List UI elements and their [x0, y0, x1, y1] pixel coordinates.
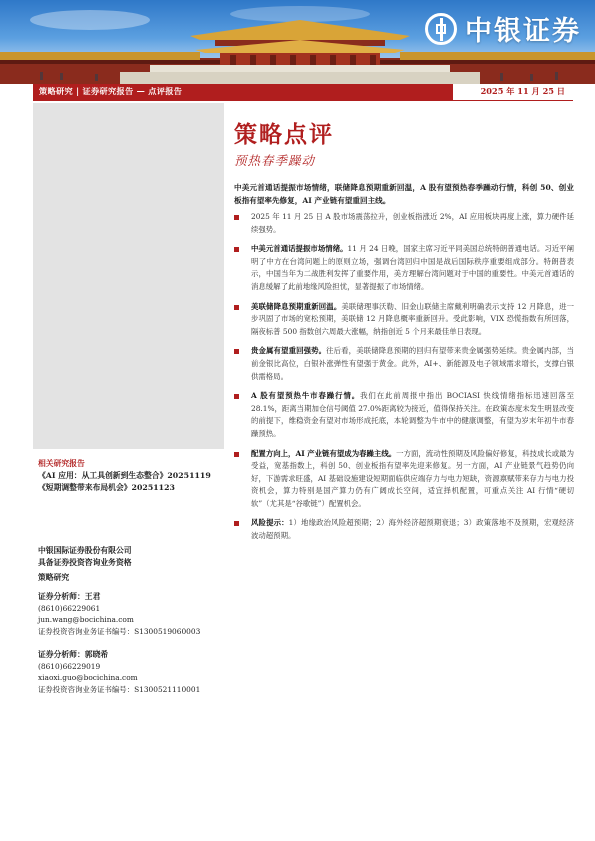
sidebar-panel	[33, 103, 224, 449]
analyst-2-cert: 证券投资咨询业务证书编号：S1300521110001	[38, 685, 201, 694]
page-title: 策略点评	[234, 121, 334, 148]
analyst-2-email[interactable]: xiaoxi.guo@bocichina.com	[38, 673, 138, 682]
analyst-1-name: 证券分析师：王君	[38, 592, 101, 601]
company-name: 中银国际证券股份有限公司	[38, 546, 132, 555]
bullet-square-icon	[234, 247, 239, 252]
bullet-list	[234, 211, 574, 550]
list-item: 风险提示：1）地缘政治风险超预期；2）海外经济超预期衰退；3）政策落地不及预期，宏观经济波动超预期。	[234, 517, 574, 542]
bullet-square-icon	[234, 305, 239, 310]
list-item: 贵金属有望重回强势。往后看，美联储降息预期的回归有望带来贵金属强势延续。贵金属内部，当前金银比高位，白银补涨弹性有望强于黄金。此外，AI+、新能源及电子领域需求增长，支撑白银供需格局。	[234, 345, 574, 383]
related-reports-heading: 相关研究报告	[38, 459, 85, 468]
analyst-2-name: 证券分析师：郭晓希	[38, 650, 109, 659]
analyst-1-phone: (8610)66229061	[38, 604, 101, 613]
company-qualification: 具备证券投资咨询业务资格	[38, 558, 132, 567]
report-date: 2025 年 11 月 25 日	[480, 86, 565, 96]
related-report-2[interactable]: 《短期调整带来布局机会》20251123	[38, 483, 175, 492]
bullet-square-icon	[234, 452, 239, 457]
list-item: 配置方向上，AI 产业链有望成为春躁主线。一方面，流动性预期及风险偏好修复，科技成长或最为受益，宽基指数上，科创 50、创业板指有望率先迎来修复。另一方面，AI 产业链景气趋势仍向好，下游需求旺盛，AI 基础设施建设短期面临供应端存力与电力短缺，资源禀赋带来存力与电力投资机会，算力特别是国产算力仍有广阔成长空间，适宜择机配置，可重点关注 AI 行情“硬切软”（尤其是“谷歌链”）配置机会。	[234, 448, 574, 511]
analyst-1-email[interactable]: jun.wang@bocichina.com	[38, 615, 134, 624]
bullet-square-icon	[234, 521, 239, 526]
report-type-bar	[33, 84, 573, 101]
list-item: 2025 年 11 月 25 日 A 股市场震荡拉升，创业板指涨近 2%，AI 应用板块再度上涨，算力硬件延续强势。	[234, 211, 574, 236]
bank-of-china-icon	[425, 13, 457, 45]
related-report-1[interactable]: 《AI 应用：从工具创新到生态整合》20251119	[38, 471, 211, 480]
breadcrumb: 策略研究 | 证券研究报告 — 点评报告	[39, 86, 183, 96]
list-item: 美联储降息预期重新回温。美联储理事沃勒、旧金山联储主席戴利明确表示支持 12 月降息，进一步巩固了市场的宽松预期，美联储 12 月降息概率重新回升。受此影响，VIX 恐慌指数有所回落，隔夜标普 500 指数创六周最大涨幅，纳指创近 5 个月来最佳单日表现。	[234, 301, 574, 339]
list-item: A 股有望预热牛市春躁行情。我们在此前周报中指出 BOCIASI 快线情绪指标迅速回落至 28.1%，距离当期加仓信号阈值 27.0%距离较为接近，值得保持关注。在政策态度未发生明显改变的前提下，维稳资金有望对市场形成托底，本轮调整为牛市中的健康调整，有望为岁末年初牛市春躁预热。	[234, 390, 574, 440]
bullet-square-icon	[234, 349, 239, 354]
summary-paragraph: 中美元首通话提振市场情绪，联储降息预期重新回温，A 股有望预热春季躁动行情，科创 50、创业板指有望率先修复，AI 产业链有望重回主线。	[234, 183, 574, 205]
list-item: 中美元首通话提振市场情绪。11 月 24 日晚，国家主席习近平同美国总统特朗普通电话。习近平阐明了中方在台湾问题上的原则立场，强调台湾回归中国是战后国际秩序重要组成部分。特朗普表示，中国当年为二战胜利发挥了重要作用，美方理解台湾问题对于中国的重要性。中美元首通话的消息缓解了此前地缘风险担忧，显著提振了市场情绪。	[234, 243, 574, 293]
bullet-square-icon	[234, 394, 239, 399]
bullet-square-icon	[234, 215, 239, 220]
page-subtitle: 预热春季躁动	[234, 153, 316, 168]
analyst-1-cert: 证券投资咨询业务证书编号：S1300519060003	[38, 627, 201, 636]
header-banner	[0, 0, 595, 84]
brand-logo	[425, 9, 581, 48]
analyst-2-phone: (8610)66229019	[38, 662, 101, 671]
brand-name: 中银证券	[465, 16, 581, 47]
department: 策略研究	[38, 573, 70, 582]
date-box	[453, 84, 573, 101]
